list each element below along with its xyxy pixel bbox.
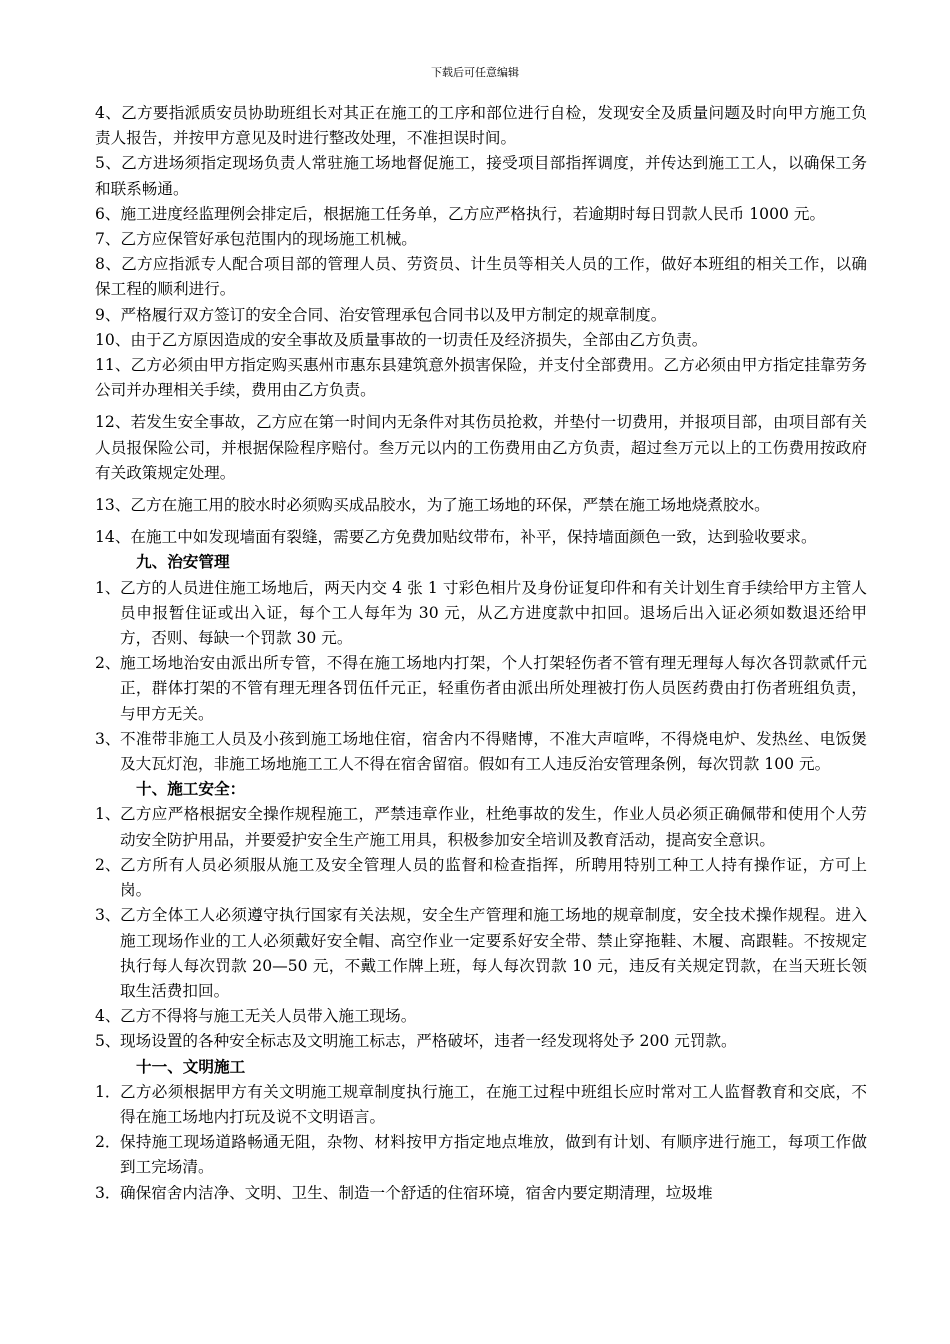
clause-6: 6、施工进度经监理例会排定后，根据施工任务单，乙方应严格执行，若逾期时每日罚款人民币 1000 元。 [95,204,826,223]
civilized-item [95,1080,867,1130]
security-item [95,651,867,727]
item-number: 4、 [95,1007,121,1026]
security-item [95,576,867,652]
item-text: 保持施工现场道路畅通无阻，杂物、材料按甲方指定地点堆放，做到有计划、有顺序进行施工，每项工作做到工完场清。 [120,1133,867,1177]
item-text: 确保宿舍内洁净、文明、卫生、制造一个舒适的住宿环境，宿舍内要定期清理，垃圾堆 [120,1183,713,1202]
clause-10: 10、由于乙方原因造成的安全事故及质量事故的一切责任及经济损失，全部由乙方负责。 [95,330,708,349]
item-number: 1、 [95,805,121,824]
safety-item [95,853,867,903]
clause-13: 13、乙方在施工用的胶水时必须购买成品胶水，为了施工场地的环保，严禁在施工场地烧煮胶水。 [95,496,770,515]
section-heading-security: 九、治安管理 [136,553,230,572]
item-text: 乙方全体工人必须遵守执行国家有关法规，安全生产管理和施工场地的规章制度，安全技术操作规程。进入施工现场作业的工人必须戴好安全帽、高空作业一定要系好安全带、禁止穿拖鞋、木履、高跟鞋。不按规定执行每人每次罚款 20—50 元，不戴工作牌上班，每人每次罚款 10 元，违反有关规定罚款，在当天班长领取生活费扣回。 [120,906,867,1000]
clause-12: 12、若发生安全事故，乙方应在第一时间内无条件对其伤员抢救，并垫付一切费用，并报项目部，由项目部有关人员报保险公司，并根据保险程序赔付。叁万元以内的工伤费用由乙方负责，超过叁万元以上的工伤费用按政府有关政策规定处理。 [95,413,867,482]
clause-4: 4、乙方要指派质安员协助班组长对其正在施工的工序和部位进行自检，发现安全及质量问题及时向甲方施工负责人报告，并按甲方意见及时进行整改处理，不准担误时间。 [95,104,867,148]
clause-8: 8、乙方应指派专人配合项目部的管理人员、劳资员、计生员等相关人员的工作，做好本班组的相关工作，以确保工程的顺利进行。 [95,255,867,299]
document-body [95,101,867,1206]
item-number: 5、 [95,1032,121,1051]
safety-item [95,1004,867,1029]
item-text: 乙方所有人员必须服从施工及安全管理人员的监督和检查指挥，所聘用特别工种工人持有操作证，方可上岗。 [120,855,867,900]
item-number: 3、 [95,906,121,925]
safety-item [95,1029,867,1054]
clause-5: 5、乙方进场须指定现场负责人常驻施工场地督促施工，接受项目部指挥调度，并传达到施工工人，以确保工务和联系畅通。 [95,154,867,198]
page-header: 下载后可任意编辑 [431,66,519,79]
section-heading-construction-safety: 十、施工安全： [136,780,246,799]
item-number: 1． [95,1082,121,1101]
item-number: 2、 [95,654,121,673]
item-text: 不准带非施工人员及小孩到施工场地住宿，宿舍内不得赌博，不准大声喧哗，不得烧电炉、发热丝、电饭煲及大瓦灯泡，非施工场地施工工人不得在宿舍留宿。假如有工人违反治安管理条例，每次罚款 100 元。 [120,729,867,774]
safety-item [95,903,867,1004]
safety-item [95,802,867,852]
item-text: 施工场地治安由派出所专管，不得在施工场地内打架，个人打架轻伤者不管有理无理每人每次各罚款贰仟元正，群体打架的不管有理无理各罚伍仟元正，轻重伤者由派出所处理被打伤人员医药费由打伤者班组负责，与甲方无关。 [120,654,867,723]
security-item [95,727,867,777]
clause-11: 11、乙方必须由甲方指定购买惠州市惠东县建筑意外损害保险，并支付全部费用。乙方必须由甲方指定挂靠劳务公司并办理相关手续，费用由乙方负责。 [95,356,867,400]
item-number: 2、 [95,855,121,874]
clause-9: 9、严格履行双方签订的安全合同、治安管理承包合同书以及甲方制定的规章制度。 [95,305,667,324]
item-text: 乙方应严格根据安全操作规程施工，严禁违章作业，杜绝事故的发生，作业人员必须正确佩带和使用个人劳动安全防护用品，并要爱护安全生产施工用具，积极参加安全培训及教育活动，提高安全意识。 [120,805,867,849]
item-text: 乙方的人员进住施工场地后，两天内交 4 张 1 寸彩色相片及身份证复印件和有关计划生育手续给甲方主管人员申报暂住证或出入证，每个工人每年为 30 元，从乙方进度款中扣回。退场后出入证必须如数退还给甲方，否则、每缺一个罚款 30 元。 [120,578,867,648]
civilized-item [95,1181,867,1206]
item-number: 2． [95,1133,121,1152]
item-text: 乙方不得将与施工无关人员带入施工现场。 [120,1007,417,1026]
civilized-item [95,1130,867,1180]
item-text: 乙方必须根据甲方有关文明施工规章制度执行施工，在施工过程中班组长应时常对工人监督教育和交底，不得在施工场地内打玩及说不文明语言。 [120,1082,867,1126]
clause-14: 14、在施工中如发现墙面有裂缝，需要乙方免费加贴纹带布，补平，保持墙面颜色一致，达到验收要求。 [95,528,817,547]
item-number: 3． [95,1183,121,1202]
item-text: 现场设置的各种安全标志及文明施工标志，严格破坏，违者一经发现将处予 200 元罚款。 [120,1032,737,1051]
item-number: 1、 [95,578,121,597]
section-heading-civilized-construction: 十一、文明施工 [136,1057,246,1076]
clause-7: 7、乙方应保管好承包范围内的现场施工机械。 [95,230,417,249]
item-number: 3、 [95,729,121,748]
